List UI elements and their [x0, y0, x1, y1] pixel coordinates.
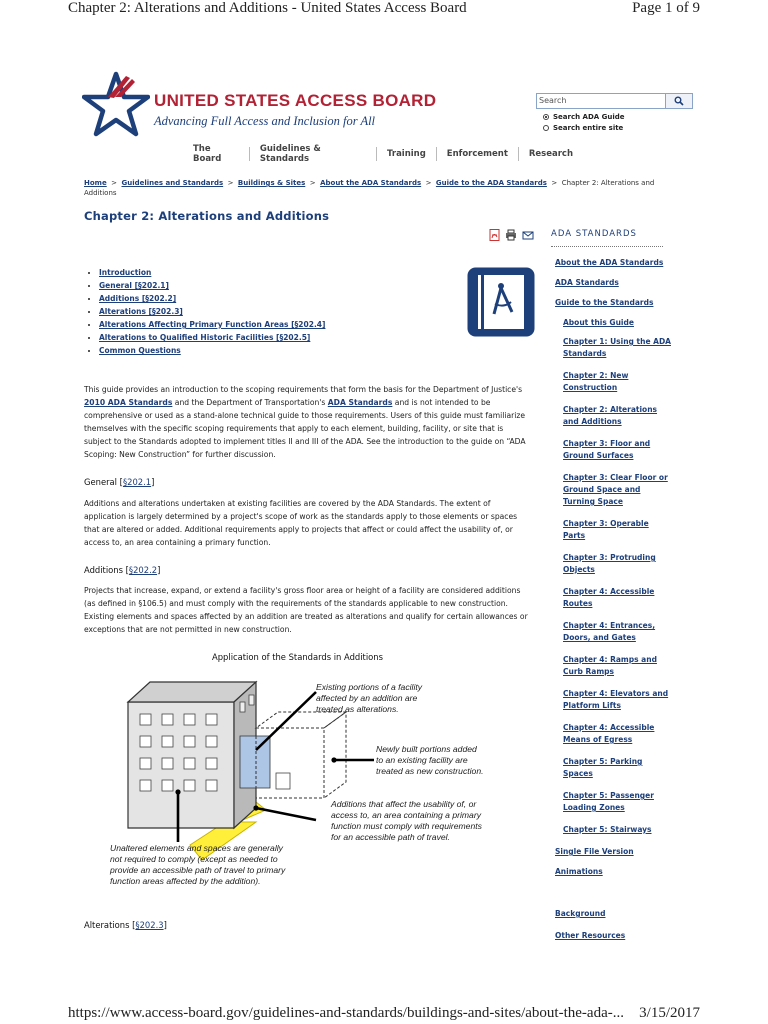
note-line: function must comply with requirements [331, 821, 482, 831]
sidebar-subnav [555, 317, 671, 878]
note-unaltered [110, 843, 285, 887]
note-line: Newly built portions added [376, 744, 477, 754]
sidebar-item-ch2-alterations[interactable]: Chapter 2: Alterations and Additions [563, 405, 658, 426]
intro-text: This guide provides an introduction to the scoping requirements that form the basis for the Department of Justice's [84, 385, 523, 394]
nav-enforcement[interactable]: Enforcement [446, 149, 508, 159]
breadcrumb-separator: > [227, 179, 234, 187]
sidebar-item-ch3-floor[interactable]: Chapter 3: Floor and Ground Surfaces [563, 439, 651, 460]
link-ref-202-1[interactable]: §202.1 [122, 477, 152, 487]
section-heading-text: Additions [ [84, 565, 129, 575]
section-heading-general [84, 477, 154, 487]
sidebar-item-ch4-elevators[interactable]: Chapter 4: Elevators and Platform Lifts [563, 689, 669, 710]
section-heading-text: ] [163, 920, 167, 930]
section-heading-alterations [84, 920, 167, 930]
breadcrumb-separator: > [425, 179, 432, 187]
sidebar-item-ch5-parking[interactable]: Chapter 5: Parking Spaces [563, 757, 643, 778]
nav-the-board[interactable]: The Board [193, 144, 222, 164]
note-line: for an accessible path of travel. [331, 832, 450, 842]
toc-introduction[interactable]: Introduction [99, 268, 152, 277]
sidebar-item-background[interactable]: Background [555, 909, 606, 918]
note-newly-built [376, 744, 483, 777]
sidebar-item-ch4-ramps[interactable]: Chapter 4: Ramps and Curb Ramps [563, 655, 657, 676]
sidebar-item-about-ada-standards[interactable]: About the ADA Standards [555, 258, 664, 267]
note-existing-portions [316, 682, 422, 715]
sidebar-item-ch2-new-construction[interactable]: Chapter 2: New Construction [563, 371, 629, 392]
page-tools [489, 229, 534, 241]
pdf-icon[interactable] [489, 229, 500, 241]
note-line: access to, an area containing a primary [331, 810, 481, 820]
search-option-guide-label: Search ADA Guide [553, 113, 625, 121]
link-2010-ada-standards[interactable]: 2010 ADA Standards [84, 398, 173, 407]
breadcrumb-guidelines[interactable]: Guidelines and Standards [121, 179, 224, 187]
site-name[interactable]: UNITED STATES ACCESS BOARD [154, 91, 437, 110]
nav-research[interactable]: Research [528, 149, 573, 159]
intro-paragraph [84, 383, 532, 461]
list-item [99, 305, 325, 318]
search-input[interactable]: Search [536, 93, 666, 109]
intro-text: and is not intended to be comprehensive or used as a stand-alone technical guide to those requirements. Users of this guide must familiarize themselves with the specific scoping requirements that apply to each element, building, facility, or site that is subject to the Standards adopted to implement titles II and III of the ADA. See the introduction to the guide on “ADA Scoping: New Construction” for further discussion. [84, 398, 526, 459]
print-date: 3/15/2017 [639, 1005, 700, 1021]
toc-additions[interactable]: Additions [§202.2] [99, 294, 177, 303]
note-line: Existing portions of a facility [316, 682, 423, 692]
toc-primary-function[interactable]: Alterations Affecting Primary Function Areas [§202.4] [99, 320, 326, 329]
breadcrumb-buildings-sites[interactable]: Buildings & Sites [237, 179, 306, 187]
intro-text: and the Department of Transportation's [174, 398, 326, 407]
toc-general[interactable]: General [§202.1] [99, 281, 169, 290]
breadcrumb-separator: > [551, 179, 558, 187]
list-item [99, 331, 325, 344]
print-footer-url: https://www.access-board.gov/guidelines-and-standards/buildings-and-sites/about-the-ada-... [68, 1005, 624, 1021]
sidebar-item-ch3-protruding[interactable]: Chapter 3: Protruding Objects [563, 553, 656, 574]
access-board-star-logo[interactable] [82, 70, 150, 138]
link-dot-ada-standards[interactable]: ADA Standards [327, 398, 393, 407]
general-paragraph: Additions and alterations undertaken at existing facilities are covered by the ADA Standards. The extent of application is largely determined by a project's scope of work as the standards apply to those elements or spaces that are altered or added. Additional requirements apply to projects that affect or could affect the usability of, or access to, an area containing a primary function. [84, 499, 518, 547]
breadcrumb [84, 178, 674, 198]
email-icon[interactable] [522, 229, 534, 241]
sidebar-heading: ADA STANDARDS [551, 229, 637, 239]
breadcrumb-guide[interactable]: Guide to the ADA Standards [435, 179, 547, 187]
site-tagline: Advancing Full Access and Inclusion for All [154, 114, 376, 128]
search-button[interactable] [665, 93, 693, 109]
print-header-title: Chapter 2: Alterations and Additions - United States Access Board [68, 0, 467, 16]
print-page-number: Page 1 of 9 [632, 0, 700, 16]
nav-guidelines-standards[interactable]: Guidelines & Standards [259, 144, 321, 164]
note-line: function areas affected by the addition). [110, 876, 261, 886]
note-line: affected by an addition are [316, 693, 418, 703]
list-item [99, 266, 325, 279]
toc-alterations[interactable]: Alterations [§202.3] [99, 307, 183, 316]
drafting-book-icon [466, 266, 536, 338]
section-heading-text: Alterations [ [84, 920, 136, 930]
sidebar-item-ch4-routes[interactable]: Chapter 4: Accessible Routes [563, 587, 655, 608]
search-option-guide[interactable] [543, 113, 625, 121]
print-icon[interactable] [505, 229, 517, 241]
sidebar-nav [555, 257, 675, 942]
toc-common-questions[interactable]: Common Questions [99, 346, 181, 355]
chapter-contents-list [89, 266, 325, 357]
nav-training[interactable]: Training [387, 149, 426, 159]
list-item [99, 344, 325, 357]
note-usability [331, 799, 482, 843]
section-heading-text: ] [151, 477, 155, 487]
search-icon [674, 96, 684, 106]
sidebar-item-single-file[interactable]: Single File Version [555, 847, 634, 856]
sidebar-divider [551, 246, 663, 247]
sidebar-item-ch5-loading[interactable]: Chapter 5: Passenger Loading Zones [563, 791, 654, 812]
note-line: Additions that affect the usability of, or [331, 799, 477, 809]
section-heading-additions [84, 565, 160, 575]
section-heading-text: General [ [84, 477, 123, 487]
link-ref-202-3[interactable]: §202.3 [135, 920, 164, 930]
breadcrumb-home[interactable]: Home [84, 179, 107, 187]
note-line: Unaltered elements and spaces are generally [110, 843, 283, 853]
sidebar-item-animations[interactable]: Animations [555, 867, 603, 876]
figure-title: Application of the Standards in Additions [212, 652, 383, 662]
search-option-site-label: Search entire site [553, 124, 624, 132]
note-line: treated as alterations. [316, 704, 399, 714]
note-line: provide an accessible path of travel to primary [110, 865, 286, 875]
search-option-site[interactable] [543, 124, 623, 132]
list-item [99, 292, 325, 305]
main-nav [183, 145, 583, 163]
sidebar-item-ch3-clear-floor[interactable]: Chapter 3: Clear Floor or Ground Space and Turning Space [563, 473, 668, 506]
section-heading-text: ] [157, 565, 161, 575]
list-item [99, 279, 325, 292]
page-title: Chapter 2: Alterations and Additions [84, 209, 330, 223]
breadcrumb-separator: > [111, 179, 118, 187]
note-line: treated as new construction. [376, 766, 484, 776]
sidebar-item-ada-standards[interactable]: ADA Standards [555, 278, 619, 287]
sidebar-item-other-resources[interactable]: Other Resources [555, 931, 626, 940]
sidebar-item-about-guide[interactable]: About this Guide [563, 318, 634, 327]
note-line: to an existing facility are [376, 755, 468, 765]
toc-historic[interactable]: Alterations to Qualified Historic Facilities [§202.5] [99, 333, 311, 342]
additions-paragraph: Projects that increase, expand, or extend a facility's gross floor area or height of a facility are considered additions (as defined in §106.5) and must comply with the requirements of the standards applicable to new construction. Existing elements and spaces affected by an addition are treated as alterations and qualify for certain allowances or exceptions that are not permitted in new construction. [84, 586, 528, 634]
radio-unselected-icon[interactable] [543, 125, 549, 131]
sidebar-item-guide-to-standards[interactable]: Guide to the Standards [555, 298, 654, 307]
sidebar-item-ch4-egress[interactable]: Chapter 4: Accessible Means of Egress [563, 723, 655, 744]
radio-selected-icon[interactable] [543, 114, 549, 120]
list-item [99, 318, 325, 331]
breadcrumb-current: Chapter 2: Alterations and Additions [84, 179, 655, 197]
breadcrumb-about-ada-standards[interactable]: About the ADA Standards [320, 179, 422, 187]
sidebar-item-ch1-using[interactable]: Chapter 1: Using the ADA Standards [563, 337, 671, 358]
note-line: not required to comply (except as needed to [110, 854, 278, 864]
breadcrumb-separator: > [309, 179, 316, 187]
sidebar-item-ch5-stairways[interactable]: Chapter 5: Stairways [563, 825, 652, 834]
additions-figure [106, 670, 526, 904]
sidebar-item-ch3-operable[interactable]: Chapter 3: Operable Parts [563, 519, 649, 540]
sidebar-item-ch4-entrances[interactable]: Chapter 4: Entrances, Doors, and Gates [563, 621, 656, 642]
link-ref-202-2[interactable]: §202.2 [128, 565, 158, 575]
